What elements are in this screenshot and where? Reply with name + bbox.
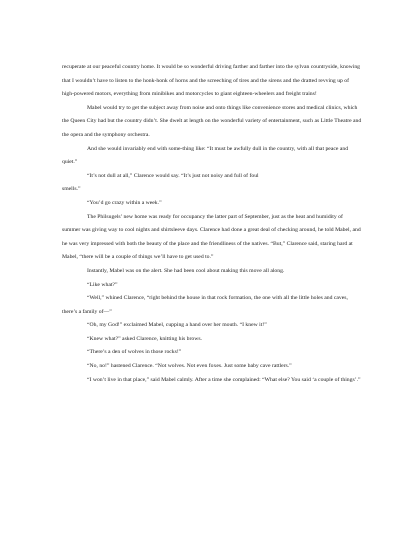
- paragraph: “There’s a den of wolves in those rocks!”: [87, 349, 182, 356]
- paragraph: “No, no!” hastened Clarence. “Not wolves. Not even foxes. Just some baby cave rattlers.”: [87, 363, 292, 370]
- paragraph: Mabel would try to get the subject away from noise and onto things like convenience stores and medical clinics, which the Queen City had but the country didn’t. She dwelt at length on the wonderful variety of entertainment, such as Little Theatre and the opera and the symphony orchestra.: [62, 104, 362, 138]
- paragraph: “Knew what?” asked Clarence, knitting his brows.: [87, 335, 202, 342]
- paragraph: Instantly, Mabel was on the alert. She had been cool about making this move all along.: [87, 267, 285, 274]
- paragraph: recuperate at our peaceful country home. It would be so wonderful driving farther and farther into the sylvan countryside, knowing that I wouldn’t have to listen to the honk-honk of horns and the screeching of tires and the sirens and the dratted revving up of high-powered motors, everything from minibikes and motorcycles to giant eighteen-wheelers and freight trains!: [62, 64, 361, 98]
- paragraph: smells.”: [62, 186, 81, 193]
- paragraph: “Like what?”: [87, 281, 118, 288]
- paragraph: The Philsugels’ new home was ready for occupancy the latter part of September, just as the heat and humidity of summer was giving way to cool nights and shirtsleeve days. Clarence had done a great deal of checking around, he told Mabel, and he was very impressed with both the beauty of the place and the friendliness of the natives. “But,” Clarence said, staring hard at Mabel, “there will be a couple of things we’ll have to get used to.”: [62, 213, 361, 261]
- body-text: [62, 61, 362, 387]
- paragraph: “I won’t live in that place,” said Mabel calmly. After a time she complained: “What else? You said ‘a couple of things’.”: [87, 376, 361, 383]
- paragraph: “It’s not dull at all,” Clarence would say. “It’s just not noisy and full of foul: [87, 172, 259, 179]
- paragraph: “Well,” whined Clarence, “right behind the house in that rock formation, the one with all the little holes and caves, there’s a family of—”: [62, 295, 348, 315]
- paragraph: “Oh, my God!” exclaimed Mabel, cupping a hand over her mouth. “I knew it!”: [87, 322, 267, 329]
- paragraph: And she would invariably end with some-thing like: “It must be awfully dull in the country, with all that peace and quiet.”: [62, 145, 349, 166]
- paragraph: “You’d go crazy within a week.”: [87, 199, 162, 206]
